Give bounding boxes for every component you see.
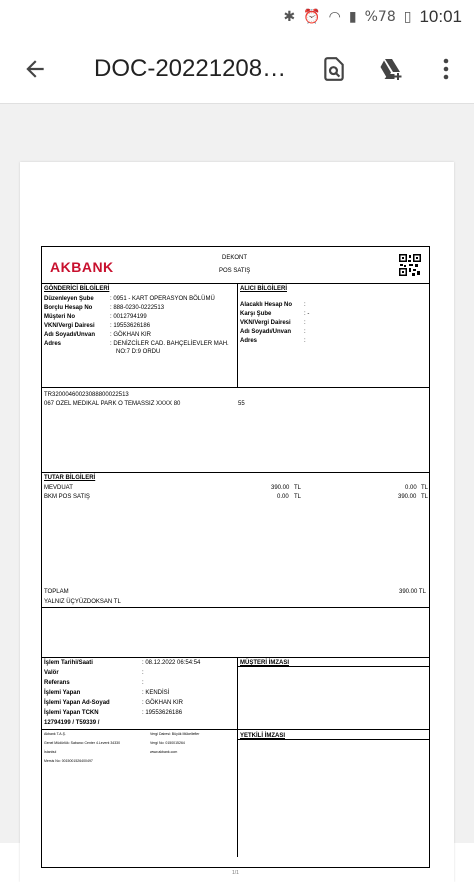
sender-label: Borçlu Hesap No [44, 305, 93, 311]
sender-value: : 0012794199 [110, 314, 147, 320]
txn-value: : [142, 680, 144, 686]
add-to-drive-button[interactable] [362, 34, 418, 104]
footer-left-line: Mersis No: 0015001526400497 [44, 759, 93, 763]
battery-percent: %78 [364, 9, 396, 25]
amount-currency: TL [294, 485, 302, 491]
txn-label: Valör [44, 670, 59, 676]
find-in-page-icon [321, 56, 347, 82]
amount-value: 0.00 [277, 494, 289, 500]
receiver-value: : [304, 302, 306, 308]
amount-section-header: TUTAR BİLGİLERİ [44, 475, 96, 481]
total-label: TOPLAM [44, 589, 69, 595]
footer-left-line: İstanbul [44, 750, 57, 754]
customer-signature-label: MÜŞTERİ İMZASI [240, 660, 289, 666]
txn-value: : 19553626186 [142, 710, 183, 716]
txn-value: : [142, 670, 144, 676]
receiver-label: Adres [240, 338, 258, 344]
amount-value: 390.00 [398, 494, 417, 500]
receiver-label: Alacaklı Hesap No [240, 302, 293, 308]
merchant-code: 55 [238, 401, 245, 407]
back-button[interactable] [0, 34, 70, 104]
document-title: DOC-20221208… [94, 54, 287, 82]
amount-in-words: YALNIZ ÜÇYÜZDOKSAN TL [44, 599, 121, 605]
txn-value: : 08.12.2022 06:54:54 [142, 660, 201, 666]
status-bar [0, 0, 474, 34]
sender-label: Adı Soyadı/Unvan [44, 332, 96, 338]
txn-label: Referans [44, 680, 70, 686]
sender-value: : GÖKHAN KIR [110, 332, 152, 338]
page-number: 1/1 [232, 870, 239, 876]
battery-icon: ▯ [403, 9, 412, 25]
alarm-icon: ⏰ [303, 9, 321, 25]
amount-value: 390.00 [271, 485, 290, 491]
txn-label: İşlem Tarihi/Saati [44, 660, 93, 666]
amount-row-label: MEVDUAT [44, 485, 73, 491]
footer-right-line: Vergi No: 0150015264 [150, 741, 185, 745]
signal-icon: ▮ [348, 9, 357, 25]
app-toolbar [0, 34, 474, 104]
sender-value: : 19553626186 [110, 323, 151, 329]
sender-label: Müşteri No [44, 314, 76, 320]
footer-right-line: www.akbank.com [150, 750, 178, 754]
receiver-value: : - [304, 311, 310, 317]
amount-currency: TL [421, 494, 429, 500]
receiver-value: : [304, 329, 306, 335]
receiver-label: Adı Soyadı/Unvan [240, 329, 292, 335]
iban-description: TR32000460023088800022513 [44, 392, 129, 398]
wifi-icon: ◠ [328, 9, 341, 25]
txn-value: : GÖKHAN KIR [142, 700, 184, 706]
authorized-signature-label: YETKİLİ İMZASI [240, 733, 285, 739]
add-to-drive-icon [376, 56, 404, 82]
receiver-label: Karşı Şube [240, 311, 272, 317]
receiver-label: VKN/Vergi Dairesi [240, 320, 291, 326]
footer-left-line: Genel Müdürlük: Sabancı Center 4.Levent 34330 [44, 741, 121, 745]
txn-reference-line: 12794199 / T59339 / [44, 720, 100, 726]
more-vert-icon [442, 57, 450, 81]
pdf-viewer[interactable] [0, 104, 474, 876]
sender-value: : 888-0230-0222513 [110, 305, 165, 311]
sender-label: Adres [44, 341, 62, 347]
bluetooth-icon: ✱ [283, 9, 296, 25]
receiver-value: : [304, 320, 306, 326]
amount-currency: TL [294, 494, 302, 500]
sender-address-line2: NO:7 D:9 ORDU [116, 349, 161, 355]
sender-value: : 0951 - KART OPERASYON BÖLÜMÜ [110, 296, 215, 302]
qr-code-icon [399, 254, 421, 276]
footer-left-line: Akbank T.A.Ş. [44, 732, 66, 736]
txn-label: İşlemi Yapan [44, 690, 81, 696]
txn-label: İşlemi Yapan TCKN [44, 710, 99, 716]
merchant-description: 067 OZEL MEDIKAL PARK O TEMASSIZ XXXX 80 [44, 401, 181, 407]
pdf-page [20, 162, 454, 882]
sender-label: Düzenleyen Şube [44, 296, 94, 302]
amount-currency: TL [421, 485, 429, 491]
akbank-logo: AKBANK [50, 259, 114, 275]
doc-title-pos-satis: POS SATIŞ [219, 268, 251, 274]
search-in-document-button[interactable] [306, 34, 362, 104]
total-value: 390.00 TL [399, 589, 426, 595]
doc-title-dekont: DEKONT [222, 255, 248, 261]
sender-label: VKN/Vergi Dairesi [44, 323, 95, 329]
clock: 10:01 [419, 7, 462, 26]
footer-right-line: Vergi Dairesi: Büyük Mükellefler [150, 732, 200, 736]
sender-section-header: GÖNDERİCİ BİLGİLERİ [44, 286, 110, 292]
amount-row-label: BKM POS SATIŞ [44, 494, 90, 500]
txn-value: : KENDİSİ [142, 690, 170, 696]
more-options-button[interactable] [418, 34, 474, 104]
receiver-value: : [304, 338, 306, 344]
sender-value: : DENİZCİLER CAD. BAHÇELİEVLER MAH. [110, 341, 229, 347]
amount-value: 0.00 [405, 485, 417, 491]
arrow-back-icon [22, 56, 48, 82]
txn-label: İşlemi Yapan Ad-Soyad [44, 700, 110, 706]
receiver-section-header: ALICI BİLGİLERİ [240, 286, 287, 292]
receipt-document [41, 246, 430, 868]
